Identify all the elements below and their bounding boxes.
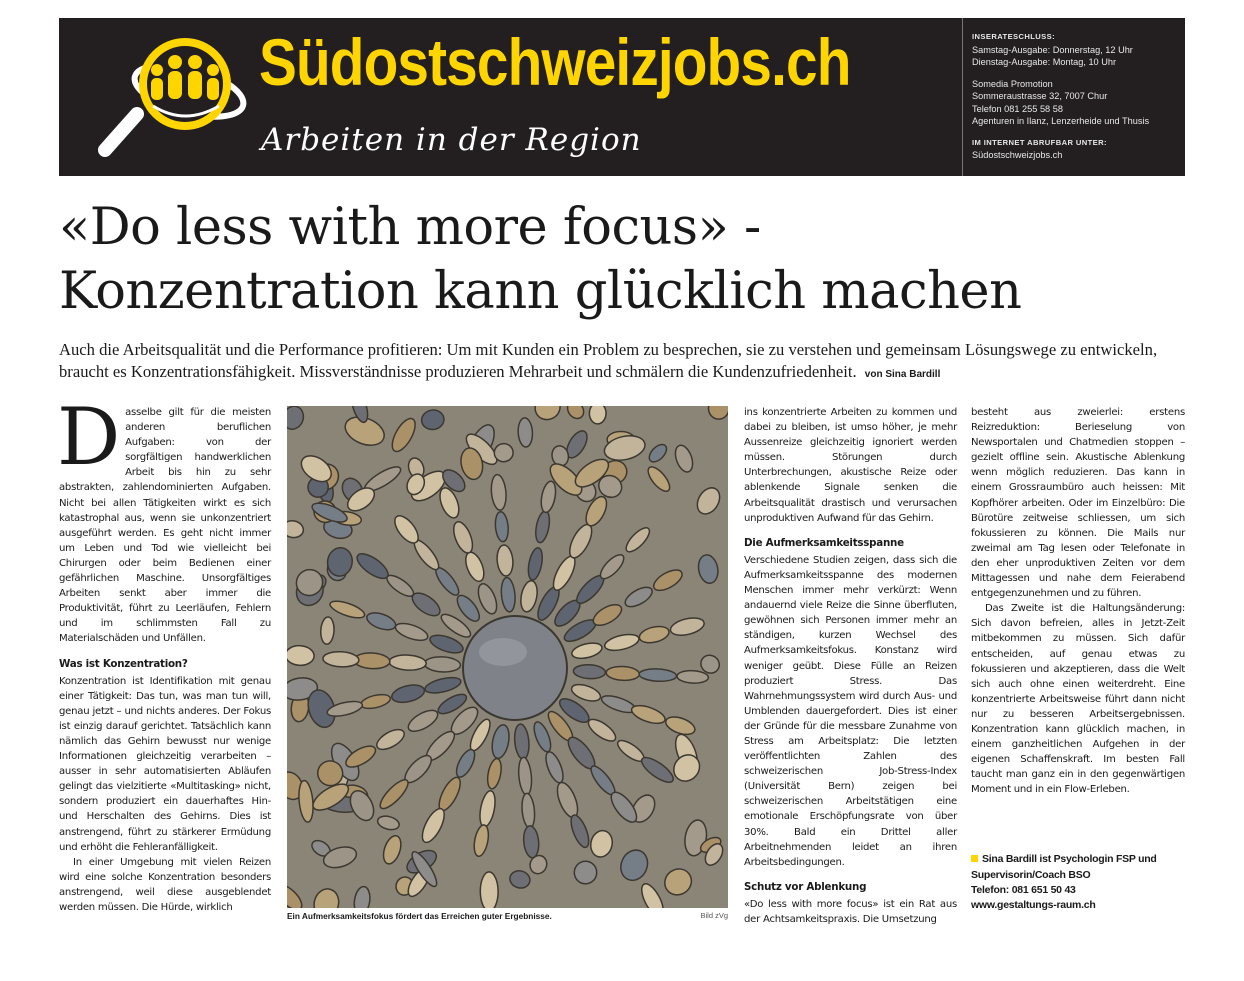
paragraph: Das Zweite ist die Haltungsänderung: Sich davon befreien, alles in Jetzt-Zeit mitbekommen zu müssen. Sich dafür entscheiden, auf genau etwas zu fokussieren und akzeptieren, dass die Welt sich auch ohne einen weiterdreht. Eine konzentrierte Arbeitsweise führt dann nicht nur zu besseren Arbeitsergebnissen. Konzentration kann glücklich machen, in einem ganzheitlichen Aufgehen in der eigenen Schaffenskraft. Im besten Fall taucht man ganz ein in den gegenwärtigen Moment und in ein Flow-Erleben.	[971, 603, 1185, 796]
paragraph: Verschiedene Studien zeigen, dass sich die Aufmerksamkeitsspanne des modernen Menschen immer mehr verkürzt: Wenn andauernd viele Reize die Sinne überfluten, gewöhnen sich Personen immer mehr an ständigen, kurzen Wechsel des Aufmerksamkeitsfokus. Konstanz wird weniger geübt. Diese Fülle an Reizen produziert Stress. Das Wahrnehmungssystem wird durch Aus- und Umblenden dauergefordert. Dies ist einer der Gründe für die messbare Zunahme von Stress am Arbeitsplatz: Die letzten veröffentlichten Zahlen des schweizerischen Job-Stress-Index (Universität Bern) zeigen bei schweizerischen Arbeitstätigen eine emotionale Erschöpfungsrate von über 30%. Bald ein Drittel aller Arbeitnehmenden leidet an ihren Arbeitsbedingungen.	[744, 554, 957, 868]
photo-caption	[287, 911, 728, 921]
contact-line: Telefon 081 255 58 58	[972, 103, 1063, 114]
article-title	[59, 196, 1189, 324]
internet-heading: IM INTERNET ABRUFBAR UNTER:	[972, 137, 1107, 147]
title-line-2: Konzentration kann glücklich machen	[59, 262, 1022, 321]
deadline-block	[972, 31, 1182, 69]
byline: von Sina Bardill	[864, 369, 941, 380]
bio-website[interactable]: www.gestaltungs-raum.ch	[971, 899, 1096, 912]
column-4	[971, 405, 1185, 914]
internet-url[interactable]: Südostschweizjobs.ch	[972, 150, 1063, 160]
title-line-1: «Do less with more focus» -	[59, 198, 761, 257]
article-lead	[59, 339, 1189, 386]
brand-name: Südostschweizjobs.ch	[259, 25, 851, 99]
paragraph: Konzentration ist Identifikation mit genau einer Tätigkeit: Das tun, was man tun will, genau jetzt – und nichts anderes. Der Fokus ist einzig darauf gerichtet. Tatsächlich kann nämlich das Gehirn bewusst nur wenige Informationen gleichzeitig verarbeiten – ausser in sehr automatisierten Abläufen gelingt das vielzitierte «Multitasking» nicht, sondern produziert ein dauerhaftes Hin- und Herschalten des Gehirns. Dies ist anstrengend, führt zu stärkerer Ermüdung und erhöht die Fehleranfälligkeit.	[59, 675, 271, 853]
info-box	[962, 18, 1182, 176]
internet-block	[972, 137, 1182, 162]
pebble-mosaic-image	[287, 406, 728, 908]
bio-line: Supervisorin/Coach BSO	[971, 868, 1091, 881]
magnifier-people-icon	[97, 26, 247, 166]
bullet-square-icon	[971, 855, 978, 862]
deadline-line: Samstag-Ausgabe: Donnerstag, 12 Uhr	[972, 44, 1133, 55]
article-photo	[287, 406, 728, 908]
deadline-line: Dienstag-Ausgabe: Montag, 10 Uhr	[972, 57, 1117, 67]
dropcap: D	[57, 391, 121, 483]
bio-phone: Telefon: 081 651 50 43	[971, 884, 1076, 897]
contact-block	[972, 78, 1182, 128]
column-1	[57, 391, 271, 915]
column-3	[744, 405, 957, 927]
lead-text: Auch die Arbeitsqualität und die Performance profitieren: Um mit Kunden ein Problem zu besprechen, sie zu verstehen und gemeinsam Lösungswege zu entwickeln, braucht es Konzentrationsfähigkeit. Missverständnisse produzieren Mehrarbeit und schmälern die Kundenzufriedenheit.	[59, 340, 1158, 381]
paragraph: ins konzentrierte Arbeiten zu kommen und dabei zu bleiben, ist umso höher, je mehr Aussenreize gleichzeitig ignoriert werden müssen. Störungen durch Unterbrechungen, akustische Reize oder ablenkende Signale senken die Arbeitsqualität drastisch und verursachen unproduktiven Aufwand für das Gehirn.	[744, 407, 957, 524]
bio-line: Sina Bardill ist Psychologin FSP und	[982, 853, 1157, 866]
masthead	[59, 18, 1185, 176]
paragraph: In einer Umgebung mit vielen Reizen wird eine solche Konzentration besonders anstrengend, weil diese ausgeblendet werden müssen. Die Hürde, wirklich	[59, 856, 271, 913]
contact-line: Sommeraustrasse 32, 7007 Chur	[972, 91, 1108, 101]
paragraph-text: asselbe gilt für die meisten anderen beruflichen Aufgaben: von der sorgfältigen handwerklichen Arbeit bis hin zu sehr abstrakten, zahlendominierten Aufgaben. Nicht bei allen Tätigkeiten wirkt es sich katastrophal aus, wenn sie unkonzentriert ausgeführt werden. Es geht nicht immer um Leben und Tod wie vielleicht bei Chirurgen oder beim Bedienen einer gefährlichen Maschine. Unsorgfältiges Arbeiten senkt aber immer die Produktivität, führt zu Leerläufen, Fehlern und im schlimmsten Fall zu Materialschäden und Unfällen.	[59, 407, 271, 645]
author-bio	[971, 852, 1185, 913]
deadline-heading: INSERATESCHLUSS:	[972, 32, 1056, 41]
paragraph	[57, 391, 271, 647]
tagline: Arbeiten in der Region	[261, 122, 642, 158]
subheading: Die Aufmerksamkeitsspanne	[744, 536, 904, 549]
paragraph: «Do less with more focus» ist ein Rat aus der Achtsamkeitspraxis. Die Umsetzung	[744, 898, 957, 925]
subheading: Schutz vor Ablenkung	[744, 880, 867, 893]
caption-text: Ein Aufmerksamkeitsfokus fördert das Erreichen guter Ergebnisse.	[287, 911, 552, 921]
photo-credit: Bild zVg	[700, 911, 728, 920]
paragraph: besteht aus zweierlei: erstens Reizreduktion: Berieselung von Newsportalen und Chatmedien stoppen – gezielt offline sein. Akustische Ablenkung wenn möglich reduzieren. Das kann in einem Grossraumbüro auch heissen: Mit Kopfhörer arbeiten. Oder im Einzelbüro: Die Bürotüre zeitweise schliessen, um sich fokussieren zu können. Die Mails nur zweimal am Tag lesen oder Telefonate in den eher unproduktiven Zeiten vor dem Mittagessen und nahe dem Feierabend entgegenzunehmen und zu führen.	[971, 407, 1185, 600]
contact-line: Agenturen in Ilanz, Lenzerheide und Thusis	[972, 116, 1150, 126]
contact-line: Somedia Promotion	[972, 78, 1053, 89]
subheading: Was ist Konzentration?	[59, 657, 188, 670]
